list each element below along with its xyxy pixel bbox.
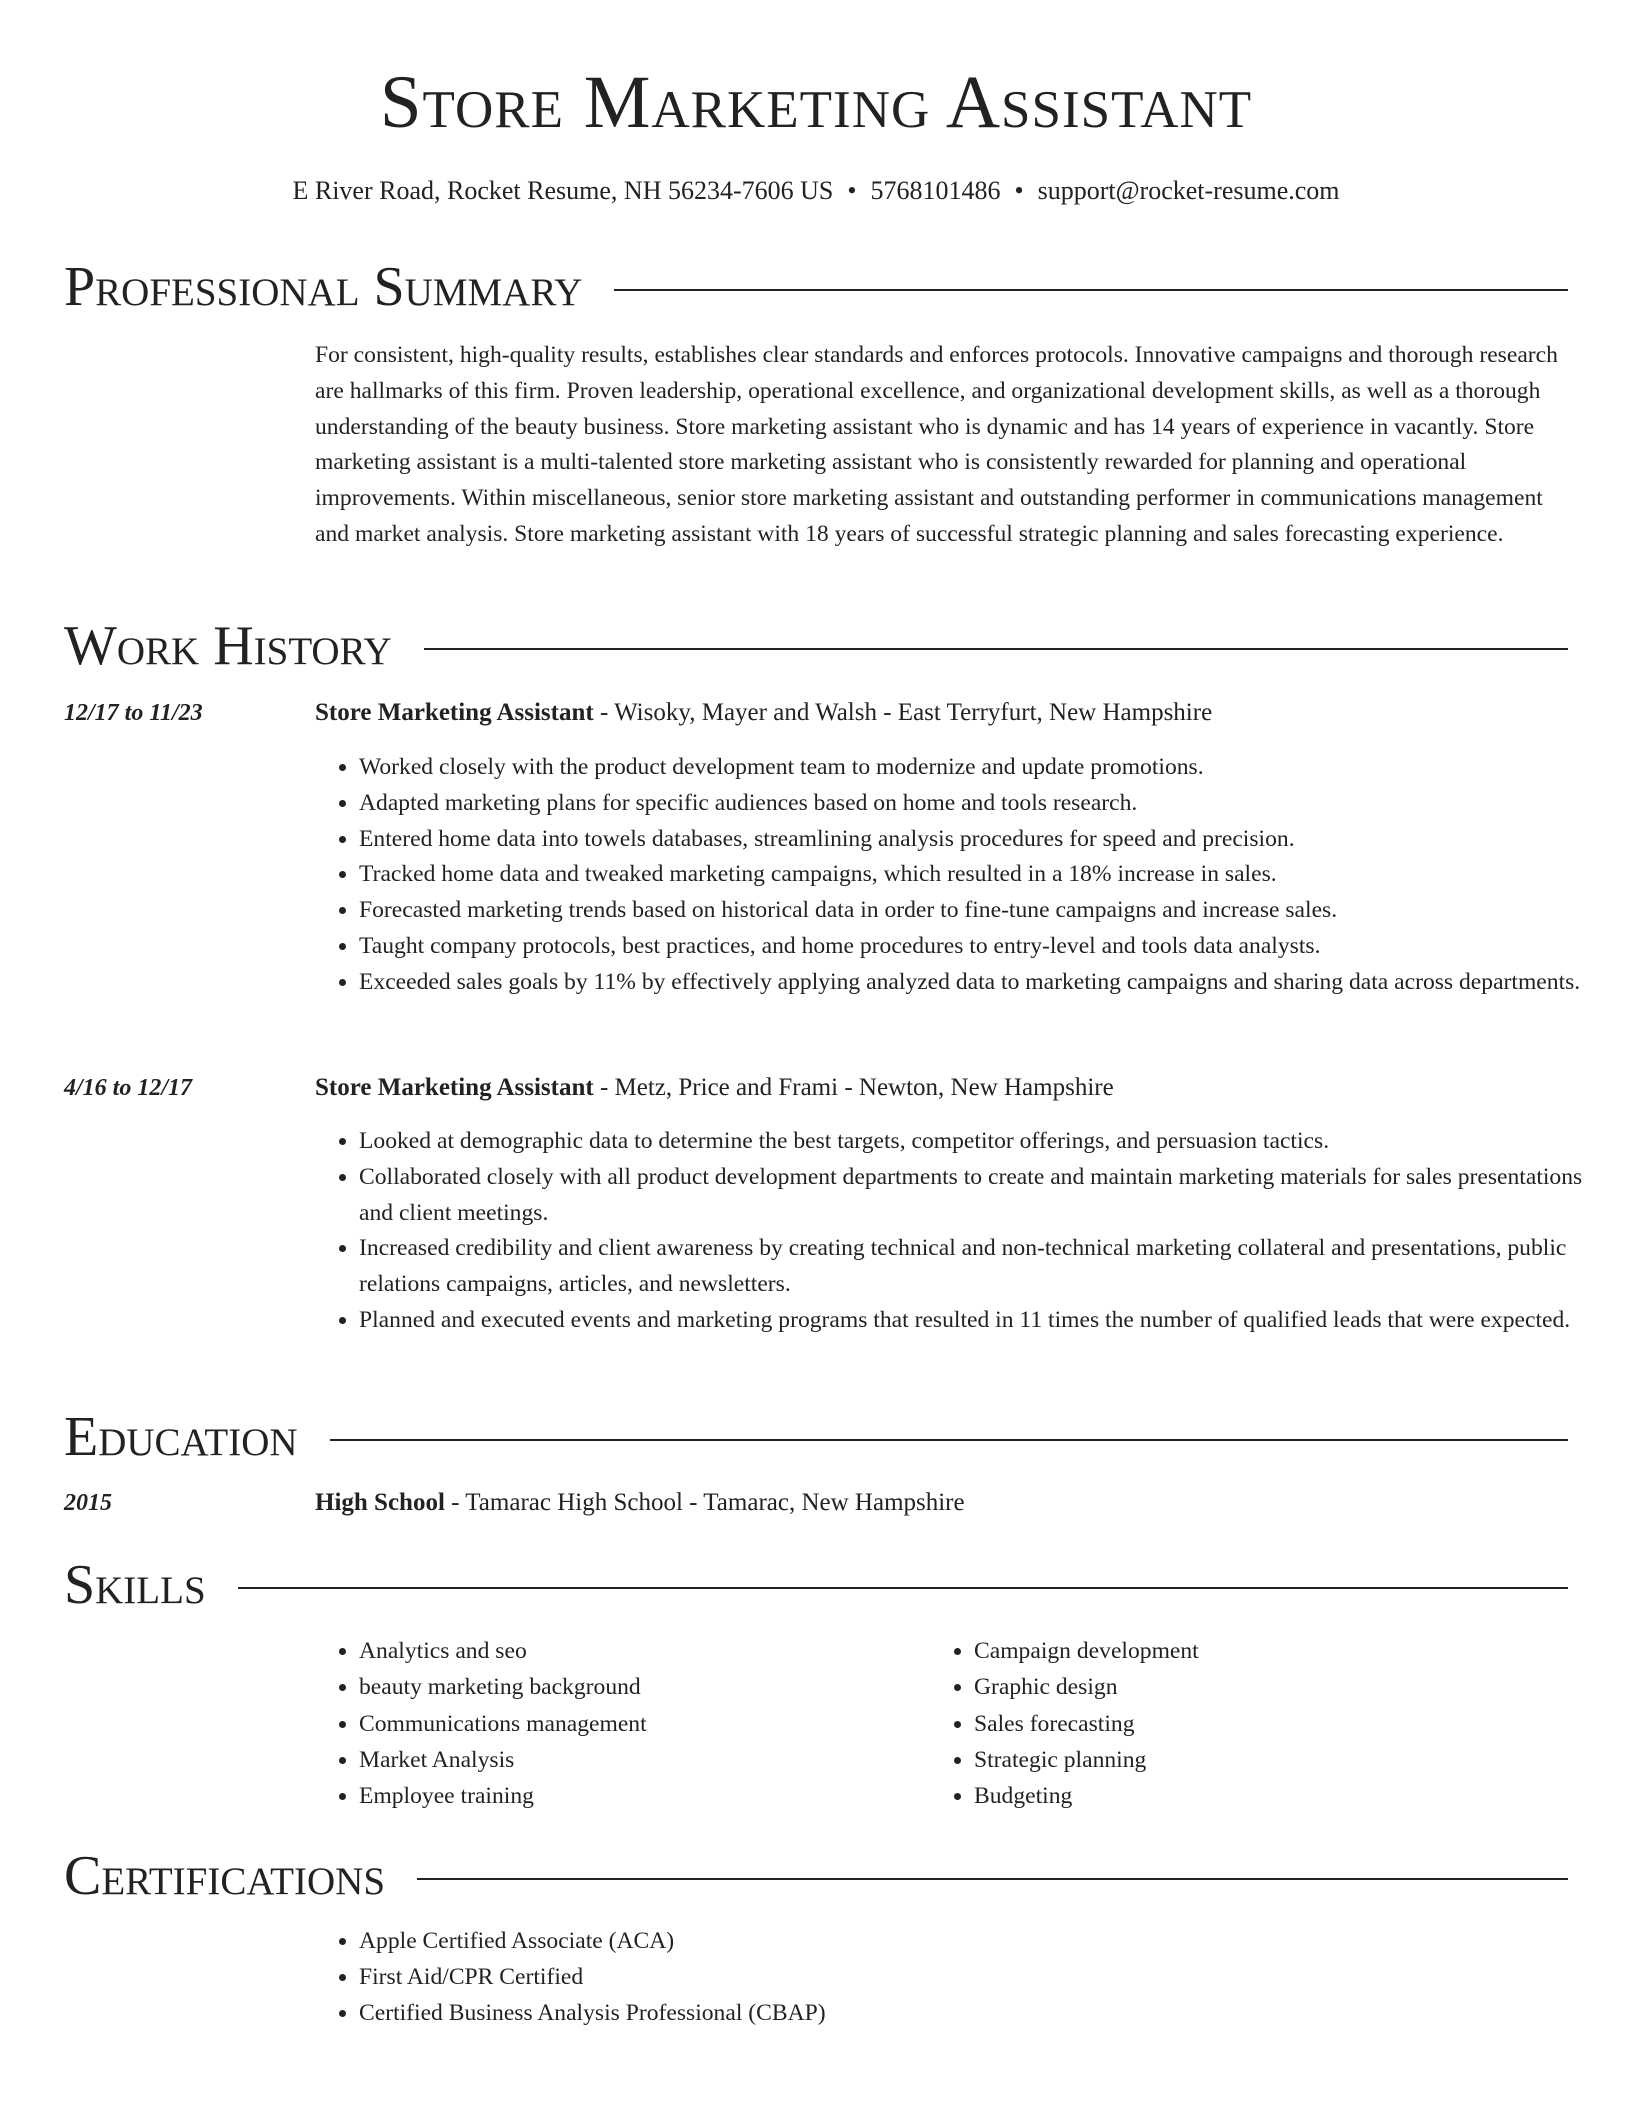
list-item: • Entered home data into towels databases, streamlining analysis procedures for speed and precision. (359, 822, 1614, 858)
contact-address: E River Road, Rocket Resume, NH 56234-7606 US (292, 176, 834, 205)
skill-item: • Budgeting (974, 1778, 1574, 1814)
section-header-certifications (64, 1844, 1568, 1908)
list-item: • Taught company protocols, best practices, and home procedures to entry-level and tools data analysts. (359, 929, 1614, 965)
skill-item: • Employee training (359, 1778, 919, 1814)
section-header-work-history (64, 614, 1568, 678)
certification-item: • Apple Certified Associate (ACA) (359, 1924, 1614, 1960)
skill-item: • Sales forecasting (974, 1706, 1574, 1742)
list-item: • Planned and executed events and marketing programs that resulted in 11 times the number of qualified leads that were expected. (359, 1303, 1614, 1339)
job-title: Store Marketing Assistant (315, 699, 594, 726)
skill-item: • Graphic design (974, 1669, 1574, 1705)
job-dates: 4/16 to 12/17 (64, 1075, 193, 1101)
skill-item: • Strategic planning (974, 1742, 1574, 1778)
list-item: • Looked at demographic data to determine the best targets, competitor offerings, and persuasion tactics. (359, 1124, 1614, 1160)
job-title: Store Marketing Assistant (315, 1074, 594, 1101)
skill-item: • Analytics and seo (359, 1633, 919, 1669)
section-header-summary (64, 255, 1568, 319)
skill-item: • Market Analysis (359, 1742, 919, 1778)
skill-item: • Communications management (359, 1706, 919, 1742)
education-school: - Tamarac High School - Tamarac, New Hampshire (444, 1489, 965, 1516)
skill-item: • beauty marketing background (359, 1669, 919, 1705)
contact-separator: • (1014, 176, 1024, 205)
section-title: Certifications (64, 1845, 386, 1907)
job-employer: - Wisoky, Mayer and Walsh - East Terryfurt, New Hampshire (593, 699, 1213, 726)
contact-line (0, 174, 1632, 208)
list-item: • Exceeded sales goals by 11% by effectively applying analyzed data to marketing campaigns and sharing data across departments. (359, 965, 1614, 1001)
job-bullets (315, 1124, 1614, 1339)
section-header-skills (64, 1553, 1568, 1617)
skills-list-right (930, 1633, 1574, 1814)
job-heading (315, 1071, 1565, 1105)
section-divider (330, 1439, 1568, 1441)
list-item: • Forecasted marketing trends based on historical data in order to fine-tune campaigns and increase sales. (359, 893, 1614, 929)
section-divider (424, 648, 1568, 650)
job-heading (315, 696, 1565, 730)
education-year: 2015 (64, 1490, 112, 1516)
contact-email: support@rocket-resume.com (1037, 176, 1340, 205)
contact-phone: 5768101486 (870, 176, 1001, 205)
certification-item: • Certified Business Analysis Professional (CBAP) (359, 1996, 1614, 2032)
education-heading (315, 1486, 1565, 1520)
job-bullets (315, 750, 1614, 1001)
education-degree: High School (315, 1489, 445, 1516)
section-divider (417, 1878, 1568, 1880)
section-title: Professional Summary (64, 256, 583, 318)
section-divider (238, 1587, 1568, 1589)
list-item: • Adapted marketing plans for specific audiences based on home and tools research. (359, 786, 1614, 822)
section-title: Work History (64, 615, 392, 677)
section-divider (614, 289, 1568, 291)
section-title: Education (64, 1406, 298, 1468)
section-header-education (64, 1405, 1568, 1469)
list-item: • Increased credibility and client awareness by creating technical and non-technical marketing collateral and presentations, public relations campaigns, articles, and newsletters. (359, 1231, 1614, 1303)
list-item: • Collaborated closely with all product development departments to create and maintain marketing materials for sales presentations and client meetings. (359, 1160, 1614, 1232)
certification-item: • First Aid/CPR Certified (359, 1960, 1614, 1996)
job-employer: - Metz, Price and Frami - Newton, New Hampshire (593, 1074, 1114, 1101)
summary-text: For consistent, high-quality results, establishes clear standards and enforces protocols. Innovative campaigns and thorough research are hallmarks of this firm. Proven leadership, operational excellence, and organizational development skills, as well as a thorough understanding of the beauty business. Store marketing assistant who is dynamic and has 14 years of experience in vacantly. Store marketing assistant is a multi-talented store marketing assistant who is consistently rewarded for planning and operational improvements. Within miscellaneous, senior store marketing assistant and outstanding performer in communications management and market analysis. Store marketing assistant with 18 years of successful strategic planning and sales forecasting experience. (315, 342, 1558, 547)
list-item: • Tracked home data and tweaked marketing campaigns, which resulted in a 18% increase in sales. (359, 857, 1614, 893)
section-title: Skills (64, 1554, 206, 1616)
skill-item: • Campaign development (974, 1633, 1574, 1669)
contact-separator: • (847, 176, 857, 205)
list-item: • Worked closely with the product development team to modernize and update promotions. (359, 750, 1614, 786)
certifications-list (315, 1924, 1614, 2031)
job-dates: 12/17 to 11/23 (64, 700, 203, 726)
skills-list-left (315, 1633, 919, 1814)
candidate-name: Store Marketing Assistant (379, 61, 1253, 144)
